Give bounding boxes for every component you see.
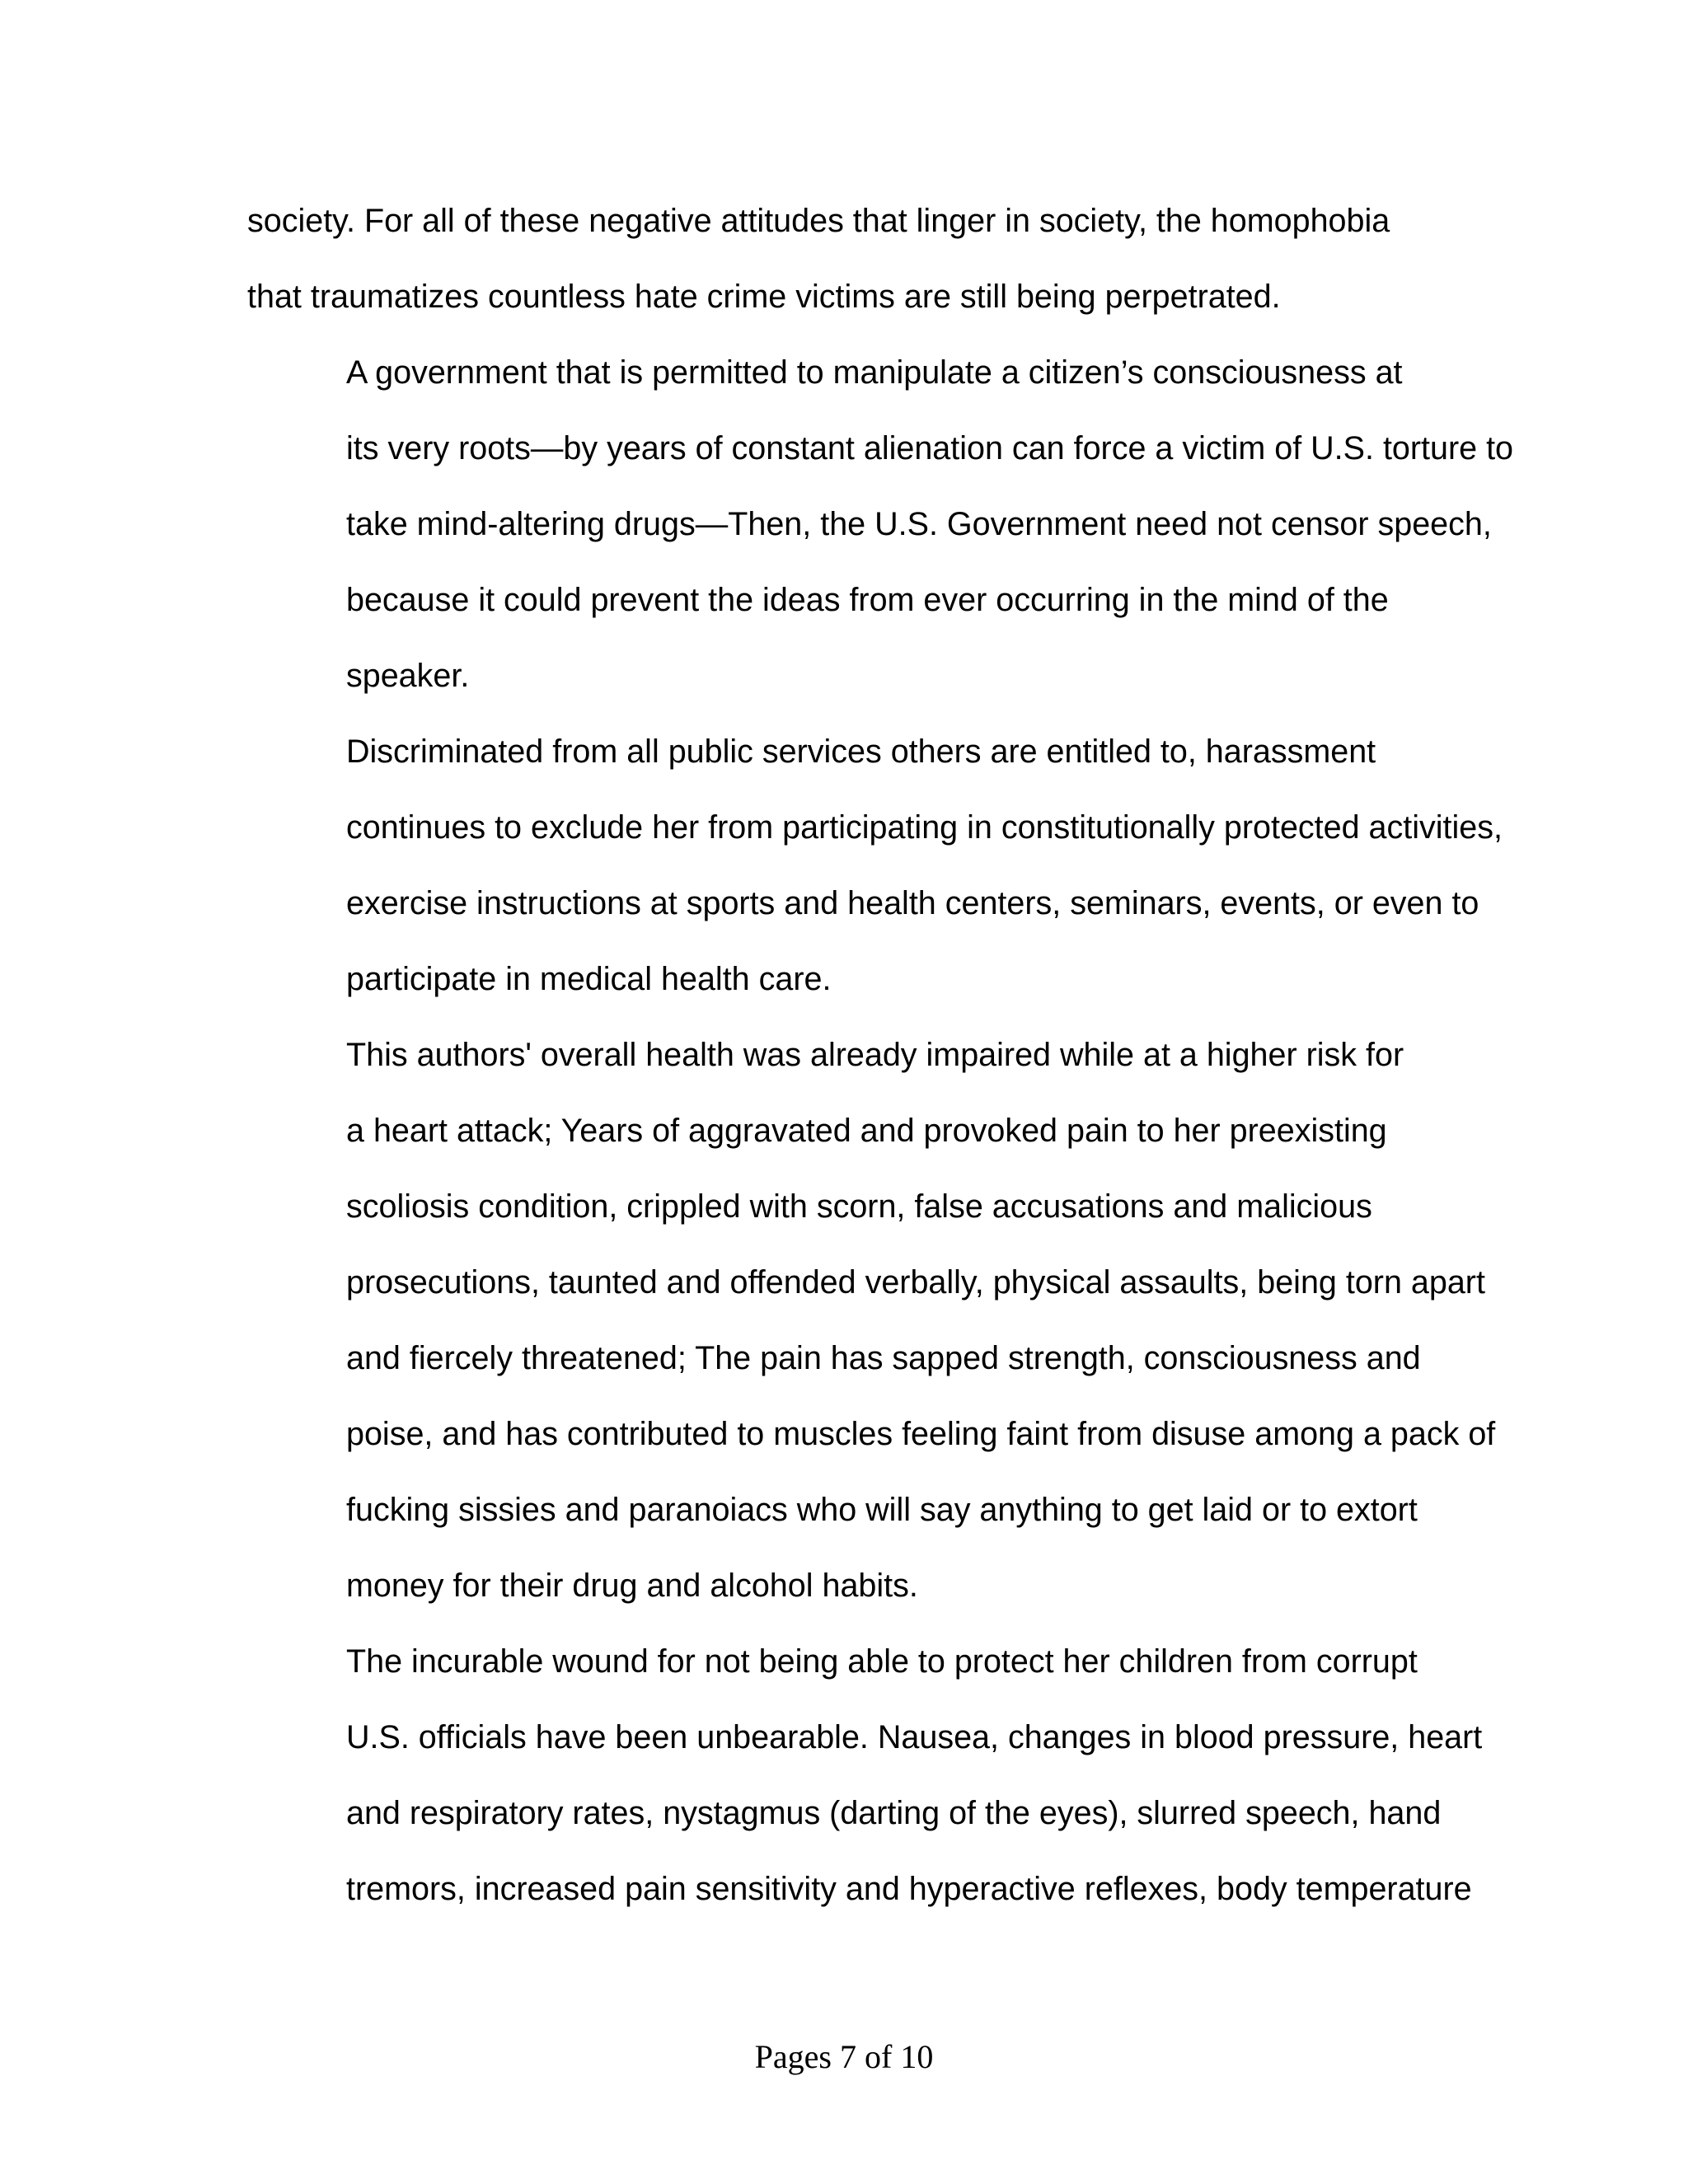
text-line: A government that is permitted to manipulate a citizen’s consciousness at	[346, 354, 1403, 391]
text-line: This authors' overall health was already impaired while at a higher risk for	[346, 1037, 1404, 1073]
text-line: The incurable wound for not being able to protect her children from corrupt	[346, 1643, 1418, 1680]
text-line: money for their drug and alcohol habits.	[346, 1568, 918, 1604]
text-line: participate in medical health care.	[346, 961, 832, 997]
paragraph-2	[247, 335, 1514, 714]
text-line: because it could prevent the ideas from ever occurring in the mind of the	[346, 582, 1389, 618]
text-line: its very roots—by years of constant alienation can force a victim of U.S. torture to	[346, 430, 1514, 466]
text-line: prosecutions, taunted and offended verbally, physical assaults, being torn apart	[346, 1264, 1485, 1301]
text-line: exercise instructions at sports and health centers, seminars, events, or even to	[346, 885, 1479, 921]
text-line: tremors, increased pain sensitivity and hyperactive reflexes, body temperature	[346, 1871, 1472, 1907]
text-line: a heart attack; Years of aggravated and provoked pain to her preexisting	[346, 1113, 1387, 1149]
text-line: poise, and has contributed to muscles feeling faint from disuse among a pack of	[346, 1416, 1496, 1452]
page-number-footer: Pages 7 of 10	[754, 2038, 934, 2075]
text-line: scoliosis condition, crippled with scorn, false accusations and malicious	[346, 1188, 1372, 1225]
text-line: Discriminated from all public services others are entitled to, harassment	[346, 733, 1376, 770]
text-line: speaker.	[346, 658, 470, 694]
text-line: and respiratory rates, nystagmus (darting of the eyes), slurred speech, hand	[346, 1795, 1442, 1831]
paragraph-3	[247, 714, 1503, 1017]
text-line: that traumatizes countless hate crime victims are still being perpetrated.	[247, 279, 1281, 315]
paragraph-4	[247, 1017, 1496, 1624]
text-line: fucking sissies and paranoiacs who will say anything to get laid or to extort	[346, 1492, 1418, 1528]
text-line: U.S. officials have been unbearable. Nausea, changes in blood pressure, heart	[346, 1719, 1483, 1755]
paragraph-1	[247, 183, 1447, 335]
paragraph-5	[247, 1624, 1483, 1927]
text-line: continues to exclude her from participating in constitutionally protected activities,	[346, 809, 1503, 846]
text-line: and fiercely threatened; The pain has sapped strength, consciousness and	[346, 1340, 1421, 1376]
text-line: society. For all of these negative attitudes that linger in society, the homophobia	[247, 203, 1390, 239]
text-line: take mind-altering drugs—Then, the U.S. Government need not censor speech,	[346, 506, 1492, 542]
document-body	[247, 183, 1514, 1927]
